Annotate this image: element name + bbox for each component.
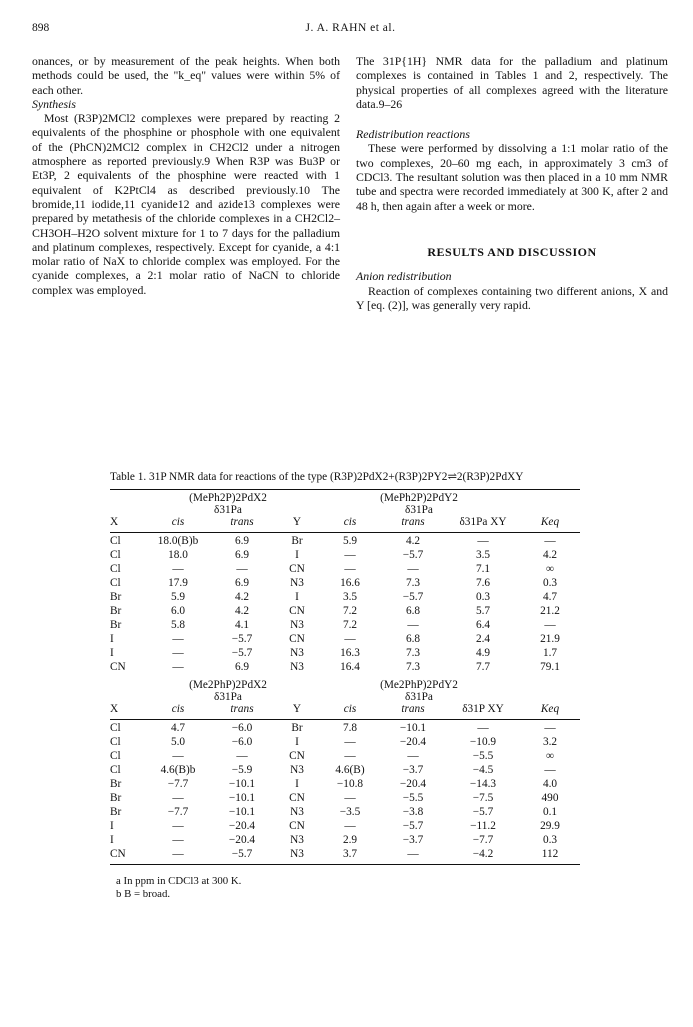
table-cell: 4.9 xyxy=(475,647,491,659)
table-cell: CN xyxy=(289,563,305,575)
table-row xyxy=(110,764,580,778)
table-cell: — xyxy=(236,563,248,575)
table-cell: Br xyxy=(291,722,303,734)
table-row xyxy=(110,633,580,647)
group-right-title: (Me2PhP)2PdY2 xyxy=(380,679,458,691)
table-cell: — xyxy=(344,792,356,804)
table-cell: — xyxy=(344,750,356,762)
section-heading-results: RESULTS AND DISCUSSION xyxy=(427,244,597,259)
table-cell: 3.5 xyxy=(475,549,491,561)
table-cell: −5.7 xyxy=(472,806,494,818)
table-cell: 29.9 xyxy=(540,820,560,832)
group-left-title: (Me2PhP)2PdX2 xyxy=(189,679,267,691)
table-body-1 xyxy=(110,535,580,675)
table-cell: — xyxy=(172,563,184,575)
table-cell: −7.7 xyxy=(472,834,494,846)
table-cell: −5.7 xyxy=(402,591,424,603)
col-header: trans xyxy=(401,516,425,528)
table-cell: −20.4 xyxy=(399,736,427,748)
table-cell: −3.5 xyxy=(339,806,361,818)
table-cell: 3.5 xyxy=(342,591,358,603)
table-cell: — xyxy=(544,722,556,734)
table-cell: — xyxy=(477,535,489,547)
table-cell: I xyxy=(110,647,114,659)
table-cell: CN xyxy=(289,633,305,645)
table-row xyxy=(110,820,580,834)
table-body-2 xyxy=(110,722,580,862)
group-right-delta: δ31Pa xyxy=(405,504,433,516)
right-paragraph-1: The 31P{1H} NMR data for the palladium and platinum complexes is contained in Tables 1 and 2, respectively. The physical properties of all complexes agreed with the literature data.9–26 xyxy=(356,54,668,111)
table-cell: — xyxy=(172,848,184,860)
table-cell: 6.8 xyxy=(405,633,421,645)
left-paragraph-1: onances, or by measurement of the peak heights. When both methods could be used, the "k_eq" values were within 5% of each other. xyxy=(32,54,340,97)
table-cell: Cl xyxy=(110,577,121,589)
table-cell: Br xyxy=(110,792,122,804)
table-cell: −5.7 xyxy=(231,647,253,659)
table-cell: −7.7 xyxy=(167,806,189,818)
section-heading-redistribution: Redistribution reactions xyxy=(356,127,470,142)
table-row xyxy=(110,591,580,605)
table-cell: −6.0 xyxy=(231,722,253,734)
table-rule xyxy=(110,864,580,865)
table-cell: −10.1 xyxy=(228,792,256,804)
table-cell: −5.7 xyxy=(402,549,424,561)
table-header-row xyxy=(110,516,580,530)
table-cell: 5.0 xyxy=(170,736,186,748)
table-cell: CN xyxy=(110,848,126,860)
table-cell: N3 xyxy=(290,806,304,818)
col-header: X xyxy=(110,703,119,715)
table-caption: Table 1. 31P NMR data for reactions of the type (R3P)2PdX2+(R3P)2PY2⇌2(R3P)2PdXY xyxy=(110,471,524,483)
table-cell: 4.7 xyxy=(542,591,558,603)
table-cell: 4.2 xyxy=(542,549,558,561)
table-cell: N3 xyxy=(290,577,304,589)
table-cell: 7.6 xyxy=(475,577,491,589)
table-cell: 6.9 xyxy=(234,535,250,547)
table-cell: 490 xyxy=(541,792,559,804)
table-cell: 6.8 xyxy=(405,605,421,617)
table-rule xyxy=(110,532,580,533)
table-row xyxy=(110,736,580,750)
table-cell: Cl xyxy=(110,549,121,561)
table-cell: 17.9 xyxy=(168,577,188,589)
footnote-b: b B = broad. xyxy=(116,888,171,900)
table-row xyxy=(110,834,580,848)
table-cell: −3.7 xyxy=(402,764,424,776)
table-row xyxy=(110,549,580,563)
table-cell: — xyxy=(344,563,356,575)
table-group-subheader xyxy=(110,691,580,703)
table-cell: N3 xyxy=(290,619,304,631)
table-row xyxy=(110,792,580,806)
col-header: cis xyxy=(171,703,185,715)
table-cell: Br xyxy=(110,591,122,603)
table-cell: — xyxy=(407,563,419,575)
table-cell: −3.8 xyxy=(402,806,424,818)
table-cell: ∞ xyxy=(545,563,555,575)
table-cell: — xyxy=(544,764,556,776)
table-cell: Br xyxy=(291,535,303,547)
col-header: X xyxy=(110,516,119,528)
table-cell: Br xyxy=(110,605,122,617)
table-cell: −14.3 xyxy=(469,778,497,790)
table-cell: −10.9 xyxy=(469,736,497,748)
table-cell: Br xyxy=(110,806,122,818)
table-cell: 5.8 xyxy=(170,619,186,631)
table-cell: −4.2 xyxy=(472,848,494,860)
running-head: J. A. RAHN et al. xyxy=(305,22,396,34)
table-row xyxy=(110,605,580,619)
table-row xyxy=(110,750,580,764)
table-cell: — xyxy=(407,848,419,860)
table-cell: N3 xyxy=(290,834,304,846)
table-cell: 3.2 xyxy=(542,736,558,748)
table-cell: — xyxy=(172,834,184,846)
table-cell: — xyxy=(172,633,184,645)
table-cell: 79.1 xyxy=(540,661,560,673)
table-cell: −10.1 xyxy=(399,722,427,734)
table-cell: −4.5 xyxy=(472,764,494,776)
table-row xyxy=(110,619,580,633)
table-cell: — xyxy=(172,750,184,762)
table-row xyxy=(110,661,580,675)
footnote-a: a In ppm in CDCl3 at 300 K. xyxy=(116,875,242,887)
table-cell: −5.5 xyxy=(402,792,424,804)
section-heading-anion: Anion redistribution xyxy=(356,269,452,284)
table-cell: 4.1 xyxy=(234,619,250,631)
table-group-subheader xyxy=(110,504,580,516)
table-cell: N3 xyxy=(290,848,304,860)
table-cell: 7.3 xyxy=(405,661,421,673)
table-cell: 3.7 xyxy=(342,848,358,860)
left-column xyxy=(32,54,340,297)
table-row xyxy=(110,647,580,661)
table-cell: — xyxy=(172,647,184,659)
table-row xyxy=(110,563,580,577)
table-cell: — xyxy=(344,820,356,832)
table-cell: 5.7 xyxy=(475,605,491,617)
table-cell: Cl xyxy=(110,563,121,575)
table-cell: 7.7 xyxy=(475,661,491,673)
table-cell: Cl xyxy=(110,535,121,547)
table-cell: — xyxy=(344,736,356,748)
table-cell: 16.3 xyxy=(340,647,360,659)
col-header: Keq xyxy=(540,703,560,715)
table-cell: 6.9 xyxy=(234,661,250,673)
table-cell: Br xyxy=(110,619,122,631)
table-cell: 5.9 xyxy=(170,591,186,603)
table-cell: −20.4 xyxy=(399,778,427,790)
table-cell: — xyxy=(407,619,419,631)
table-cell: −5.9 xyxy=(231,764,253,776)
table-row xyxy=(110,535,580,549)
table-cell: 1.7 xyxy=(542,647,558,659)
table-cell: Cl xyxy=(110,722,121,734)
table-cell: 6.0 xyxy=(170,605,186,617)
table-cell: 2.9 xyxy=(342,834,358,846)
table-cell: 0.3 xyxy=(542,577,558,589)
group-right-title: (MePh2P)2PdY2 xyxy=(380,492,458,504)
table-header-row xyxy=(110,703,580,717)
table-cell: I xyxy=(110,834,114,846)
col-header: cis xyxy=(171,516,185,528)
table-cell: −6.0 xyxy=(231,736,253,748)
table-cell: −5.5 xyxy=(472,750,494,762)
table-cell: — xyxy=(544,535,556,547)
table-cell: 7.8 xyxy=(342,722,358,734)
table-cell: CN xyxy=(289,792,305,804)
table-cell: −10.8 xyxy=(336,778,364,790)
table-cell: 16.4 xyxy=(340,661,360,673)
table-cell: 4.6(B)b xyxy=(160,764,196,776)
table-cell: Cl xyxy=(110,764,121,776)
table-cell: 6.4 xyxy=(475,619,491,631)
table-cell: −10.1 xyxy=(228,806,256,818)
table-cell: 4.7 xyxy=(170,722,186,734)
table-1 xyxy=(110,470,580,901)
col-header: trans xyxy=(401,703,425,715)
section-heading-synthesis: Synthesis xyxy=(32,96,76,111)
table-cell: 7.1 xyxy=(475,563,491,575)
table-cell: 0.3 xyxy=(475,591,491,603)
table-cell: 6.9 xyxy=(234,577,250,589)
table-cell: 21.9 xyxy=(540,633,560,645)
table-cell: I xyxy=(295,591,299,603)
table-row xyxy=(110,577,580,591)
col-header: Y xyxy=(292,703,302,715)
table-cell: 0.3 xyxy=(542,834,558,846)
table-cell: 7.3 xyxy=(405,577,421,589)
table-cell: I xyxy=(295,549,299,561)
table-cell: −7.5 xyxy=(472,792,494,804)
table-cell: Br xyxy=(110,778,122,790)
table-cell: 18.0 xyxy=(168,549,188,561)
table-group-header xyxy=(110,679,580,691)
table-cell: — xyxy=(344,549,356,561)
table-cell: CN xyxy=(289,820,305,832)
table-cell: −7.7 xyxy=(167,778,189,790)
table-rule xyxy=(110,719,580,720)
table-cell: 6.9 xyxy=(234,549,250,561)
col-header: δ31Pa XY xyxy=(459,516,507,528)
table-cell: 5.9 xyxy=(342,535,358,547)
table-row xyxy=(110,806,580,820)
group-left-title: (MePh2P)2PdX2 xyxy=(189,492,267,504)
table-rule xyxy=(110,489,580,490)
left-paragraph-2: Most (R3P)2MCl2 complexes were prepared by reacting 2 equivalents of the phosphine or phosphole with one equivalent of the (PhCN)2MCl2 complex in CH2Cl2 under a nitrogen atmosphere as reported previously.9 When R3P was Bu3P or Et3P, 2 equivalents of the phosphine were reacted with 1 equivalent of K2PtCl4 as described previously.10 The bromide,11 iodide,11 cyanide12 and azide13 complexes were prepared by metathesis of the chloride complexes in a CH2Cl2–CH3OH–H2O solvent mixture for 1 to 7 days for the palladium and platinum complexes, respectively. Except for cyanide, a 4:1 molar ratio of NaX to chloride complex was employed. For the cyanide complexes, a 2:1 molar ratio of NaCN to chloride complex was employed. xyxy=(32,111,340,297)
table-cell: — xyxy=(172,661,184,673)
table-cell: — xyxy=(172,792,184,804)
table-cell: 0.1 xyxy=(542,806,558,818)
col-header: cis xyxy=(343,703,357,715)
table-cell: 7.2 xyxy=(342,605,358,617)
table-cell: — xyxy=(172,820,184,832)
table-cell: −10.1 xyxy=(228,778,256,790)
table-cell: N3 xyxy=(290,764,304,776)
table-cell: I xyxy=(110,633,114,645)
table-cell: −5.7 xyxy=(231,633,253,645)
table-cell: 16.6 xyxy=(340,577,360,589)
table-row xyxy=(110,848,580,862)
table-cell: −11.2 xyxy=(470,820,496,832)
table-cell: — xyxy=(407,750,419,762)
right-paragraph-2: These were performed by dissolving a 1:1 molar ratio of the two complexes, 20–60 mg each, in approximately 3 cm3 of CDCl3. The resultant solution was then placed in a 10 mm NMR tube and spectra were recorded immediately at 300 K, after 2 and 48 h, then again after a week or more. xyxy=(356,141,668,213)
table-cell: CN xyxy=(289,750,305,762)
table-group-header xyxy=(110,492,580,504)
table-cell: −3.7 xyxy=(402,834,424,846)
table-cell: 112 xyxy=(541,848,559,860)
right-column xyxy=(356,54,668,312)
table-row xyxy=(110,778,580,792)
col-header: cis xyxy=(343,516,357,528)
group-left-delta: δ31Pa xyxy=(214,691,242,703)
table-cell: — xyxy=(236,750,248,762)
col-header: Y xyxy=(292,516,302,528)
table-cell: 4.2 xyxy=(405,535,421,547)
col-header: Keq xyxy=(540,516,560,528)
table-cell: Cl xyxy=(110,736,121,748)
table-cell: N3 xyxy=(290,661,304,673)
table-cell: — xyxy=(477,722,489,734)
table-cell: 4.2 xyxy=(234,591,250,603)
page-number: 898 xyxy=(32,22,50,34)
table-cell: I xyxy=(295,778,299,790)
table-cell: −5.7 xyxy=(402,820,424,832)
table-cell: −20.4 xyxy=(228,820,256,832)
table-cell: 7.2 xyxy=(342,619,358,631)
group-right-delta: δ31Pa xyxy=(405,691,433,703)
table-cell: I xyxy=(295,736,299,748)
table-cell: I xyxy=(110,820,114,832)
group-left-delta: δ31Pa xyxy=(214,504,242,516)
table-cell: — xyxy=(544,619,556,631)
table-cell: CN xyxy=(110,661,126,673)
table-cell: 2.4 xyxy=(475,633,491,645)
table-cell: CN xyxy=(289,605,305,617)
col-header: δ31P XY xyxy=(462,703,504,715)
col-header: trans xyxy=(230,516,254,528)
table-cell: Cl xyxy=(110,750,121,762)
table-row xyxy=(110,722,580,736)
right-paragraph-3: Reaction of complexes containing two different anions, X and Y [eq. (2)], was generally very rapid. xyxy=(356,283,668,312)
table-cell: N3 xyxy=(290,647,304,659)
table-cell: 21.2 xyxy=(540,605,560,617)
table-cell: −5.7 xyxy=(231,848,253,860)
table-cell: 18.0(B)b xyxy=(157,535,199,547)
table-footnotes xyxy=(116,875,580,901)
table-cell: 7.3 xyxy=(405,647,421,659)
page-header xyxy=(32,22,669,38)
col-header: trans xyxy=(230,703,254,715)
table-cell: 4.2 xyxy=(234,605,250,617)
table-cell: ∞ xyxy=(545,750,555,762)
table-cell: −20.4 xyxy=(228,834,256,846)
table-cell: — xyxy=(344,633,356,645)
table-cell: 4.6(B) xyxy=(335,764,365,776)
table-cell: 4.0 xyxy=(542,778,558,790)
